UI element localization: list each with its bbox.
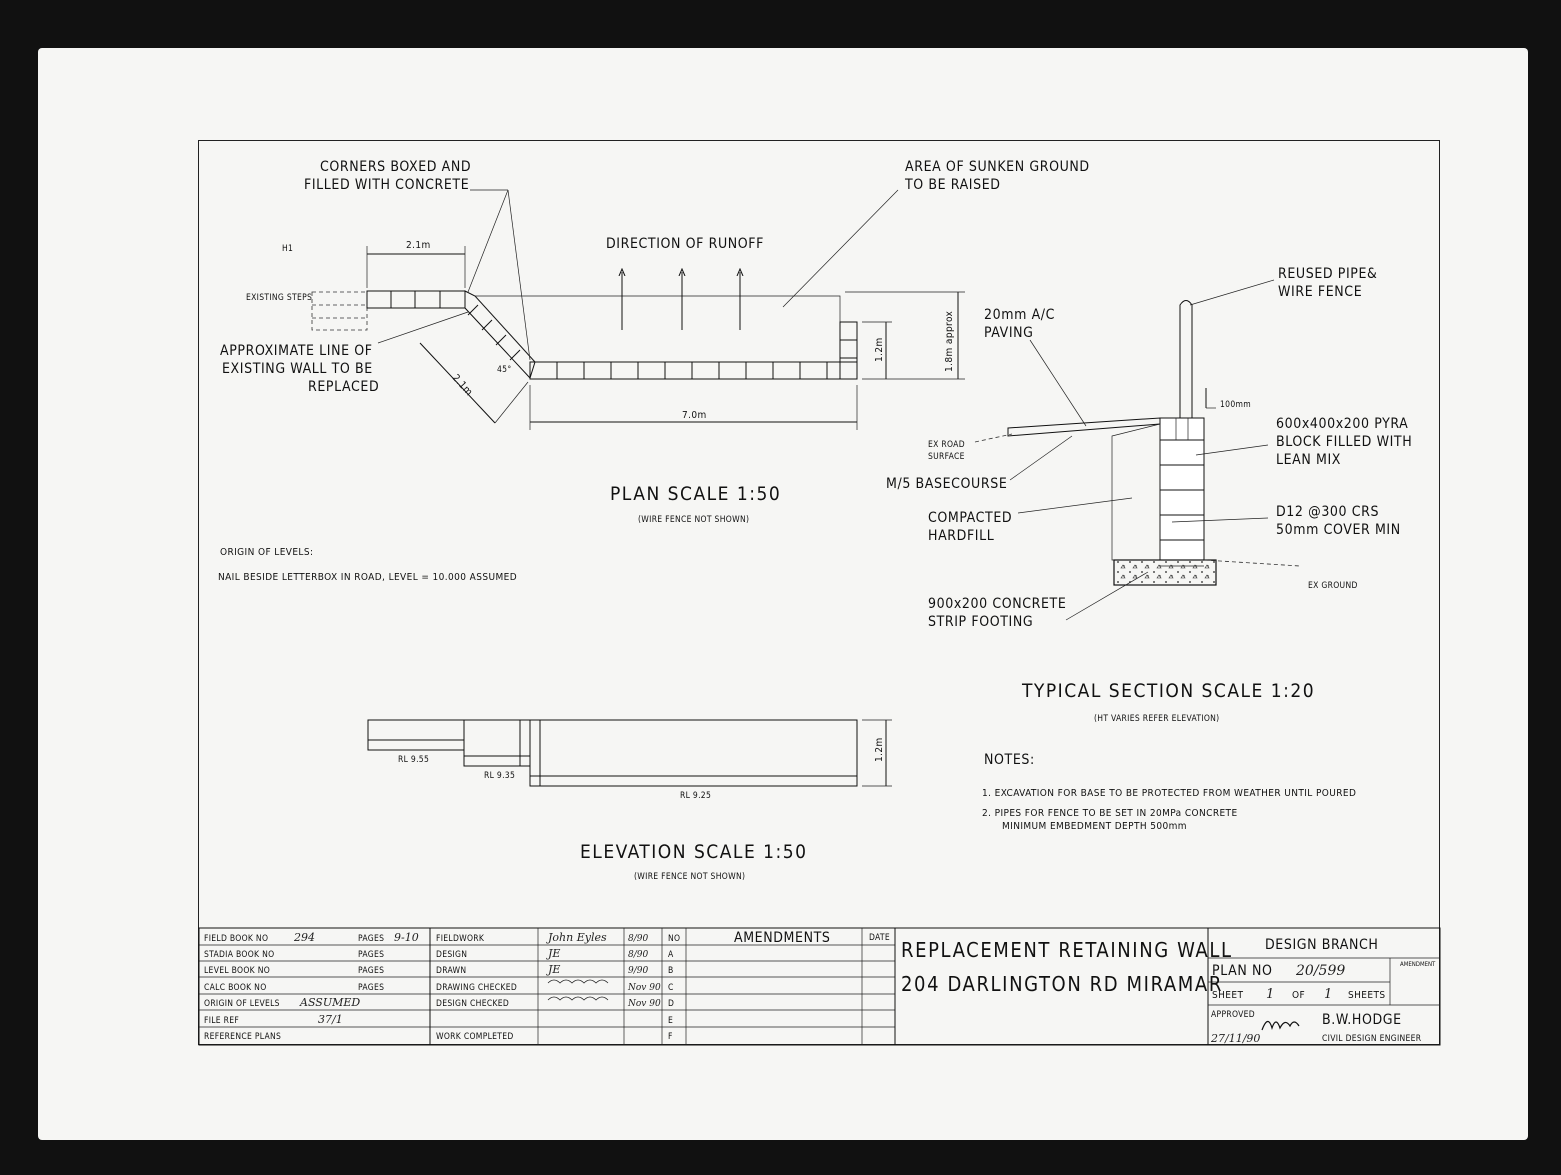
ac-paving (1008, 418, 1160, 436)
elevation-subtitle: (WIRE FENCE NOT SHOWN) (634, 872, 746, 882)
field-label: LEVEL BOOK NO (204, 966, 271, 976)
fence-callout-line1: REUSED PIPE& (1278, 266, 1378, 282)
date-header: DATE (869, 933, 891, 943)
section-subtitle: (HT VARIES REFER ELEVATION) (1094, 714, 1220, 724)
plan-title: PLAN SCALE 1:50 (610, 483, 782, 505)
plan-wall-top (367, 291, 465, 308)
compacted-hardfill (1112, 424, 1160, 560)
elevation-title: ELEVATION SCALE 1:50 (580, 841, 808, 863)
existing-wall-callout-line2: EXISTING WALL TO BE (222, 361, 373, 377)
signoff-date: 9/90 (628, 966, 649, 976)
origin-heading: ORIGIN OF LEVELS: (220, 547, 314, 558)
amendment-code: NO (668, 934, 681, 944)
sunken-ground-area (475, 296, 840, 362)
block-callout-line3: LEAN MIX (1276, 452, 1342, 468)
block-callout-line2: BLOCK FILLED WITH (1276, 434, 1413, 450)
engineer-title: CIVIL DESIGN ENGINEER (1322, 1034, 1422, 1044)
field-label: ORIGIN OF LEVELS (204, 999, 280, 1009)
checker-signature (548, 980, 608, 983)
pages-value: 9-10 (394, 931, 419, 944)
signoff-date: Nov 90 (628, 983, 661, 993)
runoff-label: DIRECTION OF RUNOFF (606, 236, 765, 252)
approved-label: APPROVED (1211, 1010, 1255, 1020)
rebar-line2: 50mm COVER MIN (1276, 522, 1401, 538)
project-title-line1: REPLACEMENT RETAINING WALL (901, 938, 1233, 962)
signoff-name: JE (548, 963, 561, 976)
signoff-label: FIELDWORK (436, 934, 485, 944)
signoff-name: JE (548, 947, 561, 960)
checker-signature (548, 997, 608, 1000)
signoff-label: DRAWN (436, 966, 467, 976)
signoff-date: 8/90 (628, 950, 649, 960)
footing-line1: 900x200 CONCRETE (928, 596, 1067, 612)
angle-label: 45° (497, 365, 512, 375)
block-callout-line1: 600x400x200 PYRA (1276, 416, 1409, 432)
amendment-code: C (668, 983, 674, 993)
signoff-date: 8/90 (628, 934, 649, 944)
elevation-dim-label: 1.2m (874, 737, 885, 762)
plan-subtitle: (WIRE FENCE NOT SHOWN) (638, 515, 750, 525)
amendment-label: AMENDMENT (1400, 961, 1436, 968)
pages-label: PAGES (358, 934, 385, 944)
footing-line2: STRIP FOOTING (928, 614, 1034, 630)
rl1-label: RL 9.55 (398, 755, 430, 765)
pages-label: PAGES (358, 966, 385, 976)
amendment-code: F (668, 1032, 673, 1042)
field-label: CALC BOOK NO (204, 983, 267, 993)
elevation-wall-left (368, 720, 464, 750)
sheets-label: SHEETS (1348, 990, 1386, 1001)
ex-road-line2: SURFACE (928, 452, 965, 462)
field-value: 294 (294, 931, 315, 944)
amendment-code: A (668, 950, 674, 960)
field-label: FIELD BOOK NO (204, 934, 269, 944)
sunken-callout-line2: TO BE RAISED (905, 177, 1001, 193)
corners-callout-line2: FILLED WITH CONCRETE (304, 177, 470, 193)
existing-wall-callout-line3: REPLACED (308, 379, 380, 395)
strip-footing (1114, 560, 1216, 585)
field-value: 37/1 (318, 1013, 343, 1026)
sheet-number: 1 (1266, 987, 1275, 1002)
basecourse-label: M/5 BASECOURSE (886, 476, 1008, 492)
fence-callout-line2: WIRE FENCE (1278, 284, 1363, 300)
elevation-view (368, 720, 892, 786)
rl2-label: RL 9.35 (484, 771, 516, 781)
project-title-line2: 204 DARLINGTON RD MIRAMAR (901, 972, 1223, 996)
amendment-code: D (668, 999, 675, 1009)
amendment-code: B (668, 966, 674, 976)
plan-view (312, 190, 965, 430)
dim-approx-label: 1.8m approx (944, 310, 955, 372)
existing-steps-outline (312, 292, 367, 330)
dim-diagonal-label: 2.1m (449, 372, 475, 399)
hardfill-line2: HARDFILL (928, 528, 995, 544)
dim-length-label: 7.0m (682, 410, 707, 421)
pages-label: PAGES (358, 950, 385, 960)
paving-callout-line1: 20mm A/C (984, 307, 1056, 323)
sheet-total: 1 (1324, 987, 1333, 1002)
title-block-left-rows (204, 931, 419, 1042)
plan-no-label: PLAN NO (1212, 963, 1273, 979)
plan-wall-long (530, 362, 857, 379)
existing-steps-label: EXISTING STEPS (246, 293, 313, 303)
sheet-label: SHEET (1212, 990, 1244, 1001)
note-2-continued: MINIMUM EMBEDMENT DEPTH 500mm (1002, 821, 1187, 832)
dim-100-label: 100mm (1220, 400, 1251, 410)
title-block-signoff-rows (436, 931, 680, 1042)
sunken-callout-line1: AREA OF SUNKEN GROUND (905, 159, 1090, 175)
signoff-label: DESIGN (436, 950, 468, 960)
pyra-block-wall (1160, 418, 1204, 560)
approved-date: 27/11/90 (1211, 1032, 1261, 1045)
existing-wall-callout-line1: APPROXIMATE LINE OF (220, 343, 373, 359)
dim-height-label: 1.2m (874, 337, 885, 362)
ex-ground-label: EX GROUND (1308, 581, 1358, 591)
field-label: FILE REF (204, 1016, 240, 1026)
paving-callout-line2: PAVING (984, 325, 1034, 341)
signoff-date: Nov 90 (628, 999, 661, 1009)
hardfill-line1: COMPACTED (928, 510, 1013, 526)
rebar-line1: D12 @300 CRS (1276, 504, 1380, 520)
pages-label: PAGES (358, 983, 385, 993)
corners-callout-line1: CORNERS BOXED AND (320, 159, 472, 175)
h1-marker-label: H1 (282, 244, 294, 254)
section-title: TYPICAL SECTION SCALE 1:20 (1022, 680, 1316, 702)
dim-top-label: 2.1m (406, 240, 431, 251)
field-value: ASSUMED (300, 996, 361, 1009)
amendments-header: AMENDMENTS (734, 930, 831, 946)
notes-heading: NOTES: (984, 752, 1035, 768)
amendment-code: E (668, 1016, 674, 1026)
note-2: 2. PIPES FOR FENCE TO BE SET IN 20MPa CONCRETE (982, 808, 1238, 819)
of-label: OF (1292, 990, 1306, 1001)
signoff-name: John Eyles (548, 931, 607, 944)
origin-text: NAIL BESIDE LETTERBOX IN ROAD, LEVEL = 10.000 ASSUMED (218, 572, 518, 583)
engineer-name: B.W.HODGE (1322, 1012, 1402, 1028)
signoff-label: DESIGN CHECKED (436, 999, 510, 1009)
note-1: 1. EXCAVATION FOR BASE TO BE PROTECTED FROM WEATHER UNTIL POURED (982, 788, 1357, 799)
signoff-label: DRAWING CHECKED (436, 983, 518, 993)
approval-signature (1262, 1021, 1299, 1030)
ex-road-line1: EX ROAD (928, 440, 965, 450)
signoff-label: WORK COMPLETED (436, 1032, 514, 1042)
field-label: REFERENCE PLANS (204, 1032, 282, 1042)
rl3-label: RL 9.25 (680, 791, 712, 801)
plan-no-value: 20/599 (1296, 963, 1346, 979)
plan-wall-return (840, 322, 857, 379)
design-branch: DESIGN BRANCH (1265, 937, 1379, 953)
field-label: STADIA BOOK NO (204, 950, 275, 960)
